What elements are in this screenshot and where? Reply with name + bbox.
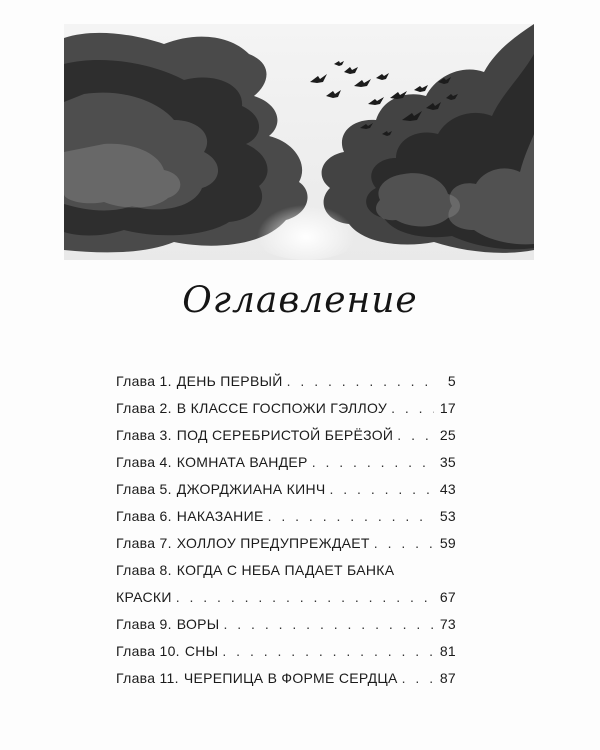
toc-entry[interactable] — [116, 454, 456, 481]
chapter-title: ЧЕРЕПИЦА В ФОРМЕ СЕРДЦА — [183, 670, 398, 686]
chapter-number: Глава 9. — [116, 616, 172, 632]
page-number: 5 — [447, 373, 456, 389]
chapter-title-line2: КРАСКИ — [116, 589, 172, 605]
chapter-title: ПОД СЕРЕБРИСТОЙ БЕРЁЗОЙ — [176, 427, 394, 443]
chapter-number: Глава 4. — [116, 454, 172, 470]
page-number: 81 — [439, 643, 456, 659]
dot-leader — [312, 454, 434, 470]
dot-leader — [330, 481, 435, 497]
dot-leader — [222, 643, 434, 659]
page-number: 87 — [439, 670, 456, 686]
dot-leader — [287, 373, 434, 389]
table-of-contents — [116, 373, 456, 697]
chapter-number: Глава 5. — [116, 481, 172, 497]
page-number: 25 — [439, 427, 456, 443]
dot-leader — [391, 400, 434, 416]
chapter-number: Глава 1. — [116, 373, 172, 389]
page-number: 35 — [439, 454, 456, 470]
chapter-number: Глава 8. — [116, 562, 172, 578]
toc-entry-continuation[interactable] — [116, 589, 456, 616]
clouds-birds-illustration — [64, 24, 534, 260]
chapter-title: В КЛАССЕ ГОСПОЖИ ГЭЛЛОУ — [176, 400, 388, 416]
page-number: 53 — [439, 508, 456, 524]
chapter-title: СНЫ — [184, 643, 219, 659]
page-number: 17 — [439, 400, 456, 416]
chapter-title: ДЖОРДЖИАНА КИНЧ — [176, 481, 326, 497]
chapter-number: Глава 7. — [116, 535, 172, 551]
chapter-title: ХОЛЛОУ ПРЕДУПРЕЖДАЕТ — [176, 535, 370, 551]
toc-entry[interactable] — [116, 562, 456, 589]
toc-entry[interactable] — [116, 508, 456, 535]
chapter-number: Глава 2. — [116, 400, 172, 416]
chapter-title-line1: КОГДА С НЕБА ПАДАЕТ БАНКА — [176, 562, 395, 578]
page-title: Оглавление — [182, 280, 418, 321]
dot-leader — [374, 535, 434, 551]
dot-leader — [397, 427, 434, 443]
toc-entry[interactable] — [116, 535, 456, 562]
dot-leader — [268, 508, 434, 524]
chapter-number: Глава 3. — [116, 427, 172, 443]
page-number: 67 — [439, 589, 456, 605]
chapter-number: Глава 11. — [116, 670, 179, 686]
chapter-title: ДЕНЬ ПЕРВЫЙ — [176, 373, 283, 389]
page-number: 43 — [439, 481, 456, 497]
chapter-title: НАКАЗАНИЕ — [176, 508, 264, 524]
toc-entry[interactable] — [116, 427, 456, 454]
dot-leader — [224, 616, 435, 632]
toc-entry[interactable] — [116, 616, 456, 643]
toc-entry[interactable] — [116, 643, 456, 670]
toc-entry[interactable] — [116, 481, 456, 508]
toc-entry[interactable] — [116, 373, 456, 400]
toc-entry[interactable] — [116, 400, 456, 427]
chapter-number: Глава 6. — [116, 508, 172, 524]
chapter-title: ВОРЫ — [176, 616, 220, 632]
chapter-number: Глава 10. — [116, 643, 180, 659]
dot-leader — [402, 670, 434, 686]
dot-leader — [176, 589, 434, 605]
chapter-title: КОМНАТА ВАНДЕР — [176, 454, 308, 470]
page-number: 59 — [439, 535, 456, 551]
toc-entry[interactable] — [116, 670, 456, 697]
page-number: 73 — [439, 616, 456, 632]
